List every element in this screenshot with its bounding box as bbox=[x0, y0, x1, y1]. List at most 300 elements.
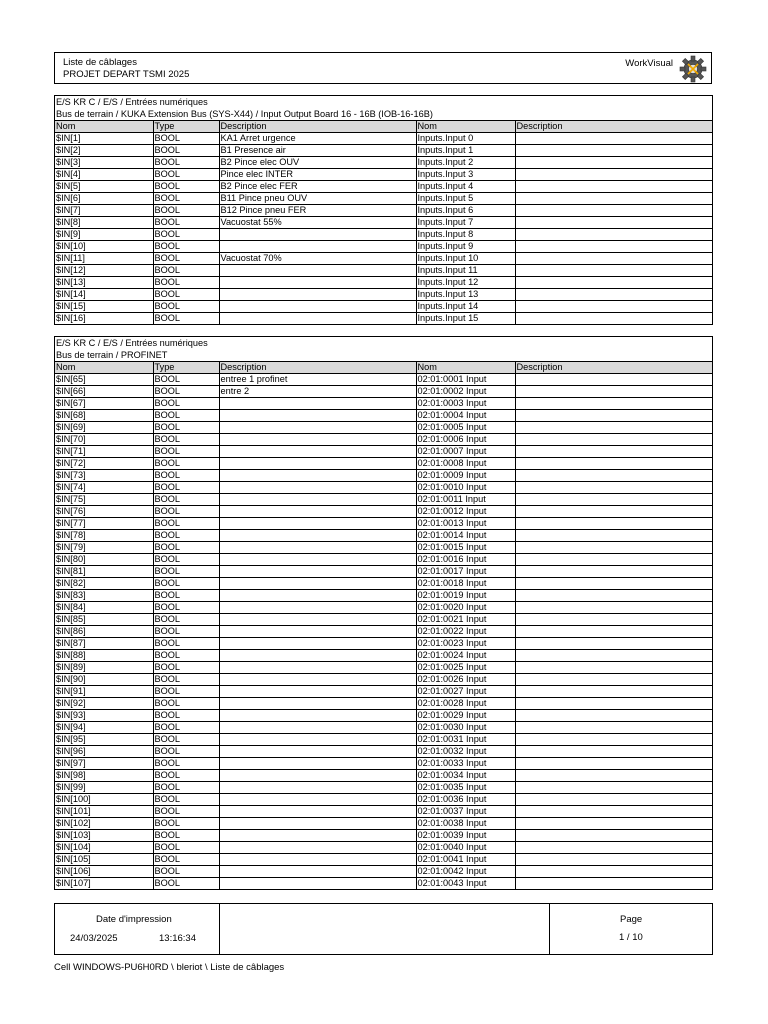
cell-path: Cell WINDOWS-PU6H0RD \ bleriot \ Liste de câblages bbox=[54, 962, 285, 973]
table-cell: 02:01:0025 Input bbox=[416, 662, 515, 674]
table-row bbox=[55, 554, 712, 566]
table-cell bbox=[219, 698, 416, 710]
table-row bbox=[55, 169, 712, 181]
document-title: Liste de câblages bbox=[63, 57, 137, 68]
table-cell bbox=[219, 662, 416, 674]
table-cell: 02:01:0016 Input bbox=[416, 554, 515, 566]
table-cell: B2 Pince elec OUV bbox=[219, 157, 416, 169]
table-cell bbox=[219, 313, 416, 325]
table-cell bbox=[515, 398, 712, 410]
table-row bbox=[55, 470, 712, 482]
table-cell: 02:01:0030 Input bbox=[416, 722, 515, 734]
table-cell bbox=[219, 554, 416, 566]
io-table bbox=[55, 361, 712, 889]
table-cell: $IN[16] bbox=[55, 313, 153, 325]
table-row bbox=[55, 530, 712, 542]
table-cell bbox=[515, 566, 712, 578]
table-row bbox=[55, 145, 712, 157]
table-row bbox=[55, 650, 712, 662]
table-cell: 02:01:0019 Input bbox=[416, 590, 515, 602]
table-cell bbox=[219, 602, 416, 614]
table-cell: entre 2 bbox=[219, 386, 416, 398]
table-cell: BOOL bbox=[153, 446, 219, 458]
table-cell bbox=[515, 518, 712, 530]
column-header: Description bbox=[219, 362, 416, 374]
table-cell: 02:01:0036 Input bbox=[416, 794, 515, 806]
table-cell: BOOL bbox=[153, 698, 219, 710]
table-cell: $IN[70] bbox=[55, 434, 153, 446]
table-cell bbox=[515, 842, 712, 854]
table-cell bbox=[219, 289, 416, 301]
table-row bbox=[55, 157, 712, 169]
table-row bbox=[55, 602, 712, 614]
table-cell: 02:01:0043 Input bbox=[416, 878, 515, 890]
table-cell: BOOL bbox=[153, 674, 219, 686]
table-cell bbox=[219, 470, 416, 482]
table-cell: Vacuostat 70% bbox=[219, 253, 416, 265]
page-label: Page bbox=[620, 914, 643, 925]
table-cell: $IN[105] bbox=[55, 854, 153, 866]
table-cell bbox=[515, 590, 712, 602]
table-cell: 02:01:0015 Input bbox=[416, 542, 515, 554]
table-cell: BOOL bbox=[153, 794, 219, 806]
table-cell: $IN[12] bbox=[55, 265, 153, 277]
table-cell bbox=[515, 289, 712, 301]
table-cell: BOOL bbox=[153, 229, 219, 241]
table-cell bbox=[515, 806, 712, 818]
table-cell: 02:01:0038 Input bbox=[416, 818, 515, 830]
table-cell: BOOL bbox=[153, 482, 219, 494]
table-cell: BOOL bbox=[153, 241, 219, 253]
table-cell bbox=[219, 746, 416, 758]
table-row bbox=[55, 746, 712, 758]
table-row bbox=[55, 434, 712, 446]
table-row bbox=[55, 494, 712, 506]
table-cell bbox=[219, 265, 416, 277]
table-cell: $IN[77] bbox=[55, 518, 153, 530]
table-cell bbox=[515, 770, 712, 782]
table-cell: $IN[72] bbox=[55, 458, 153, 470]
section-subtitle: Bus de terrain / PROFINET bbox=[56, 350, 168, 360]
table-row bbox=[55, 662, 712, 674]
table-cell: BOOL bbox=[153, 470, 219, 482]
table-cell bbox=[219, 229, 416, 241]
column-header: Description bbox=[515, 362, 712, 374]
table-cell: $IN[76] bbox=[55, 506, 153, 518]
project-name: PROJET DEPART TSMI 2025 bbox=[63, 69, 190, 80]
table-cell: KA1 Arret urgence bbox=[219, 133, 416, 145]
table-row bbox=[55, 518, 712, 530]
table-cell bbox=[515, 386, 712, 398]
table-cell bbox=[219, 854, 416, 866]
table-cell: 02:01:0005 Input bbox=[416, 422, 515, 434]
table-cell: BOOL bbox=[153, 145, 219, 157]
table-cell bbox=[219, 482, 416, 494]
table-cell: BOOL bbox=[153, 494, 219, 506]
table-cell: BOOL bbox=[153, 265, 219, 277]
table-cell bbox=[515, 482, 712, 494]
table-cell: $IN[99] bbox=[55, 782, 153, 794]
table-cell: BOOL bbox=[153, 554, 219, 566]
table-row bbox=[55, 277, 712, 289]
table-cell: 02:01:0035 Input bbox=[416, 782, 515, 794]
table-cell: B12 Pince pneu FER bbox=[219, 205, 416, 217]
table-cell bbox=[515, 530, 712, 542]
table-cell: $IN[104] bbox=[55, 842, 153, 854]
table-cell: 02:01:0040 Input bbox=[416, 842, 515, 854]
table-cell bbox=[219, 301, 416, 313]
table-cell: $IN[79] bbox=[55, 542, 153, 554]
document-header bbox=[54, 52, 712, 84]
table-cell bbox=[219, 518, 416, 530]
table-row bbox=[55, 542, 712, 554]
table-cell: $IN[3] bbox=[55, 157, 153, 169]
io-table bbox=[55, 120, 712, 324]
table-cell: BOOL bbox=[153, 734, 219, 746]
table-cell bbox=[515, 698, 712, 710]
section-profinet bbox=[54, 336, 713, 890]
table-cell bbox=[515, 830, 712, 842]
table-cell: $IN[81] bbox=[55, 566, 153, 578]
table-row bbox=[55, 181, 712, 193]
table-cell bbox=[515, 277, 712, 289]
table-cell bbox=[515, 722, 712, 734]
table-cell: $IN[107] bbox=[55, 878, 153, 890]
table-cell bbox=[515, 422, 712, 434]
table-row bbox=[55, 782, 712, 794]
table-cell: 02:01:0041 Input bbox=[416, 854, 515, 866]
table-cell: $IN[92] bbox=[55, 698, 153, 710]
section-subtitle: Bus de terrain / KUKA Extension Bus (SYS-X44) / Input Output Board 16 - 16B (IOB-16-16B) bbox=[56, 109, 433, 119]
table-cell bbox=[219, 434, 416, 446]
table-cell: BOOL bbox=[153, 746, 219, 758]
table-cell bbox=[515, 710, 712, 722]
table-cell: B2 Pince elec FER bbox=[219, 181, 416, 193]
table-cell bbox=[219, 410, 416, 422]
table-cell bbox=[515, 229, 712, 241]
table-cell bbox=[515, 578, 712, 590]
table-cell: 02:01:0042 Input bbox=[416, 866, 515, 878]
table-row bbox=[55, 205, 712, 217]
table-cell bbox=[219, 241, 416, 253]
table-cell bbox=[515, 662, 712, 674]
table-cell: 02:01:0039 Input bbox=[416, 830, 515, 842]
table-cell: BOOL bbox=[153, 386, 219, 398]
table-cell bbox=[515, 301, 712, 313]
table-cell bbox=[515, 602, 712, 614]
table-cell: $IN[102] bbox=[55, 818, 153, 830]
table-cell: Pince elec INTER bbox=[219, 169, 416, 181]
table-cell bbox=[515, 157, 712, 169]
table-cell bbox=[219, 770, 416, 782]
print-date-label: Date d'impression bbox=[96, 914, 172, 925]
table-cell bbox=[219, 446, 416, 458]
table-cell bbox=[515, 145, 712, 157]
table-cell bbox=[219, 398, 416, 410]
table-cell bbox=[515, 265, 712, 277]
table-cell: Inputs.Input 3 bbox=[416, 169, 515, 181]
table-cell: 02:01:0022 Input bbox=[416, 626, 515, 638]
table-cell bbox=[219, 866, 416, 878]
table-row bbox=[55, 866, 712, 878]
table-row bbox=[55, 301, 712, 313]
table-cell: $IN[65] bbox=[55, 374, 153, 386]
table-cell bbox=[515, 169, 712, 181]
table-cell: $IN[9] bbox=[55, 229, 153, 241]
table-cell bbox=[515, 686, 712, 698]
table-cell: 02:01:0023 Input bbox=[416, 638, 515, 650]
table-cell bbox=[515, 494, 712, 506]
table-cell bbox=[515, 758, 712, 770]
table-cell bbox=[219, 494, 416, 506]
table-row bbox=[55, 878, 712, 890]
table-cell bbox=[219, 710, 416, 722]
table-cell: BOOL bbox=[153, 277, 219, 289]
table-row bbox=[55, 313, 712, 325]
table-cell: Inputs.Input 12 bbox=[416, 277, 515, 289]
table-cell bbox=[515, 794, 712, 806]
table-cell: 02:01:0003 Input bbox=[416, 398, 515, 410]
table-cell: Inputs.Input 4 bbox=[416, 181, 515, 193]
table-cell: BOOL bbox=[153, 758, 219, 770]
table-cell: Inputs.Input 5 bbox=[416, 193, 515, 205]
table-cell: $IN[106] bbox=[55, 866, 153, 878]
table-row bbox=[55, 217, 712, 229]
table-cell: BOOL bbox=[153, 410, 219, 422]
table-cell bbox=[219, 734, 416, 746]
column-header: Description bbox=[219, 121, 416, 133]
table-cell bbox=[219, 590, 416, 602]
table-cell bbox=[515, 181, 712, 193]
table-cell: BOOL bbox=[153, 842, 219, 854]
table-cell bbox=[515, 878, 712, 890]
table-cell: BOOL bbox=[153, 422, 219, 434]
table-row bbox=[55, 590, 712, 602]
table-row bbox=[55, 638, 712, 650]
table-cell: $IN[94] bbox=[55, 722, 153, 734]
table-cell: 02:01:0034 Input bbox=[416, 770, 515, 782]
table-cell: Inputs.Input 9 bbox=[416, 241, 515, 253]
table-cell: BOOL bbox=[153, 830, 219, 842]
table-cell: Inputs.Input 0 bbox=[416, 133, 515, 145]
table-cell bbox=[515, 638, 712, 650]
table-cell: BOOL bbox=[153, 662, 219, 674]
table-cell: $IN[14] bbox=[55, 289, 153, 301]
app-name: WorkVisual bbox=[625, 58, 673, 69]
table-cell: 02:01:0010 Input bbox=[416, 482, 515, 494]
table-cell: $IN[103] bbox=[55, 830, 153, 842]
table-row bbox=[55, 289, 712, 301]
table-row bbox=[55, 710, 712, 722]
table-header-row bbox=[55, 121, 712, 133]
table-cell: BOOL bbox=[153, 722, 219, 734]
table-cell: BOOL bbox=[153, 566, 219, 578]
print-date-box bbox=[55, 904, 220, 954]
workvisual-gear-icon bbox=[678, 54, 708, 84]
table-cell: $IN[4] bbox=[55, 169, 153, 181]
table-cell: Inputs.Input 13 bbox=[416, 289, 515, 301]
table-cell: BOOL bbox=[153, 518, 219, 530]
section-title: E/S KR C / E/S / Entrées numériques bbox=[56, 97, 208, 107]
table-cell: $IN[97] bbox=[55, 758, 153, 770]
table-cell bbox=[219, 794, 416, 806]
table-cell: BOOL bbox=[153, 782, 219, 794]
table-cell bbox=[219, 842, 416, 854]
table-cell bbox=[219, 578, 416, 590]
table-cell: BOOL bbox=[153, 313, 219, 325]
table-cell: BOOL bbox=[153, 638, 219, 650]
table-cell: BOOL bbox=[153, 289, 219, 301]
table-cell: BOOL bbox=[153, 530, 219, 542]
table-cell: 02:01:0029 Input bbox=[416, 710, 515, 722]
table-cell: 02:01:0020 Input bbox=[416, 602, 515, 614]
table-row bbox=[55, 193, 712, 205]
table-cell bbox=[219, 277, 416, 289]
table-cell: $IN[71] bbox=[55, 446, 153, 458]
table-row bbox=[55, 614, 712, 626]
table-row bbox=[55, 674, 712, 686]
table-cell: BOOL bbox=[153, 193, 219, 205]
table-cell bbox=[515, 313, 712, 325]
table-cell bbox=[219, 638, 416, 650]
table-cell bbox=[515, 554, 712, 566]
table-cell: $IN[5] bbox=[55, 181, 153, 193]
table-row bbox=[55, 386, 712, 398]
table-cell: 02:01:0037 Input bbox=[416, 806, 515, 818]
table-row bbox=[55, 422, 712, 434]
table-cell bbox=[219, 686, 416, 698]
table-cell bbox=[515, 734, 712, 746]
table-cell: $IN[74] bbox=[55, 482, 153, 494]
table-cell bbox=[515, 866, 712, 878]
table-cell: 02:01:0013 Input bbox=[416, 518, 515, 530]
table-cell: 02:01:0004 Input bbox=[416, 410, 515, 422]
table-cell: BOOL bbox=[153, 434, 219, 446]
table-cell bbox=[515, 217, 712, 229]
table-cell: BOOL bbox=[153, 133, 219, 145]
table-cell bbox=[219, 626, 416, 638]
column-header: Nom bbox=[55, 121, 153, 133]
table-cell bbox=[219, 818, 416, 830]
table-cell bbox=[515, 193, 712, 205]
table-cell: BOOL bbox=[153, 686, 219, 698]
table-cell: 02:01:0028 Input bbox=[416, 698, 515, 710]
table-row bbox=[55, 446, 712, 458]
table-cell: Inputs.Input 10 bbox=[416, 253, 515, 265]
table-cell: BOOL bbox=[153, 710, 219, 722]
table-cell bbox=[515, 410, 712, 422]
table-cell: $IN[67] bbox=[55, 398, 153, 410]
table-cell: 02:01:0031 Input bbox=[416, 734, 515, 746]
table-cell: $IN[73] bbox=[55, 470, 153, 482]
table-cell bbox=[515, 133, 712, 145]
table-cell: BOOL bbox=[153, 590, 219, 602]
table-row bbox=[55, 818, 712, 830]
table-cell: $IN[98] bbox=[55, 770, 153, 782]
table-cell: $IN[10] bbox=[55, 241, 153, 253]
table-cell: Inputs.Input 8 bbox=[416, 229, 515, 241]
table-cell: $IN[69] bbox=[55, 422, 153, 434]
document-footer bbox=[54, 903, 713, 955]
table-row bbox=[55, 722, 712, 734]
column-header: Description bbox=[515, 121, 712, 133]
table-cell: $IN[83] bbox=[55, 590, 153, 602]
table-cell: BOOL bbox=[153, 626, 219, 638]
table-cell: $IN[82] bbox=[55, 578, 153, 590]
table-cell: Inputs.Input 7 bbox=[416, 217, 515, 229]
table-cell: $IN[1] bbox=[55, 133, 153, 145]
table-cell: B11 Pince pneu OUV bbox=[219, 193, 416, 205]
table-cell bbox=[219, 422, 416, 434]
table-cell: BOOL bbox=[153, 205, 219, 217]
table-row bbox=[55, 698, 712, 710]
table-cell: 02:01:0001 Input bbox=[416, 374, 515, 386]
table-cell bbox=[515, 205, 712, 217]
table-cell bbox=[219, 542, 416, 554]
table-cell: 02:01:0002 Input bbox=[416, 386, 515, 398]
table-row bbox=[55, 686, 712, 698]
table-cell bbox=[219, 830, 416, 842]
table-row bbox=[55, 241, 712, 253]
table-cell: $IN[86] bbox=[55, 626, 153, 638]
table-row bbox=[55, 626, 712, 638]
table-cell: $IN[100] bbox=[55, 794, 153, 806]
table-cell: $IN[93] bbox=[55, 710, 153, 722]
table-cell: BOOL bbox=[153, 818, 219, 830]
table-cell: 02:01:0014 Input bbox=[416, 530, 515, 542]
table-row bbox=[55, 566, 712, 578]
table-cell bbox=[219, 674, 416, 686]
table-cell: 02:01:0026 Input bbox=[416, 674, 515, 686]
table-cell: BOOL bbox=[153, 806, 219, 818]
table-row bbox=[55, 458, 712, 470]
table-cell: $IN[101] bbox=[55, 806, 153, 818]
table-row bbox=[55, 229, 712, 241]
table-cell: BOOL bbox=[153, 301, 219, 313]
table-row bbox=[55, 482, 712, 494]
table-cell bbox=[219, 566, 416, 578]
table-cell: $IN[85] bbox=[55, 614, 153, 626]
table-cell bbox=[219, 458, 416, 470]
column-header: Nom bbox=[416, 121, 515, 133]
table-cell: Inputs.Input 1 bbox=[416, 145, 515, 157]
table-row bbox=[55, 410, 712, 422]
table-cell: $IN[90] bbox=[55, 674, 153, 686]
table-row bbox=[55, 842, 712, 854]
table-cell: 02:01:0008 Input bbox=[416, 458, 515, 470]
table-cell: $IN[95] bbox=[55, 734, 153, 746]
table-row bbox=[55, 398, 712, 410]
table-cell: BOOL bbox=[153, 650, 219, 662]
table-cell bbox=[219, 650, 416, 662]
table-cell: 02:01:0033 Input bbox=[416, 758, 515, 770]
table-cell bbox=[515, 253, 712, 265]
page-box bbox=[549, 904, 713, 954]
table-cell bbox=[219, 506, 416, 518]
table-cell: Vacuostat 55% bbox=[219, 217, 416, 229]
table-cell bbox=[515, 446, 712, 458]
table-cell: 02:01:0018 Input bbox=[416, 578, 515, 590]
table-cell bbox=[219, 614, 416, 626]
table-cell: BOOL bbox=[153, 181, 219, 193]
table-row bbox=[55, 506, 712, 518]
table-header-row bbox=[55, 362, 712, 374]
table-row bbox=[55, 830, 712, 842]
column-header: Type bbox=[153, 362, 219, 374]
table-cell bbox=[515, 458, 712, 470]
table-row bbox=[55, 758, 712, 770]
table-cell bbox=[515, 470, 712, 482]
